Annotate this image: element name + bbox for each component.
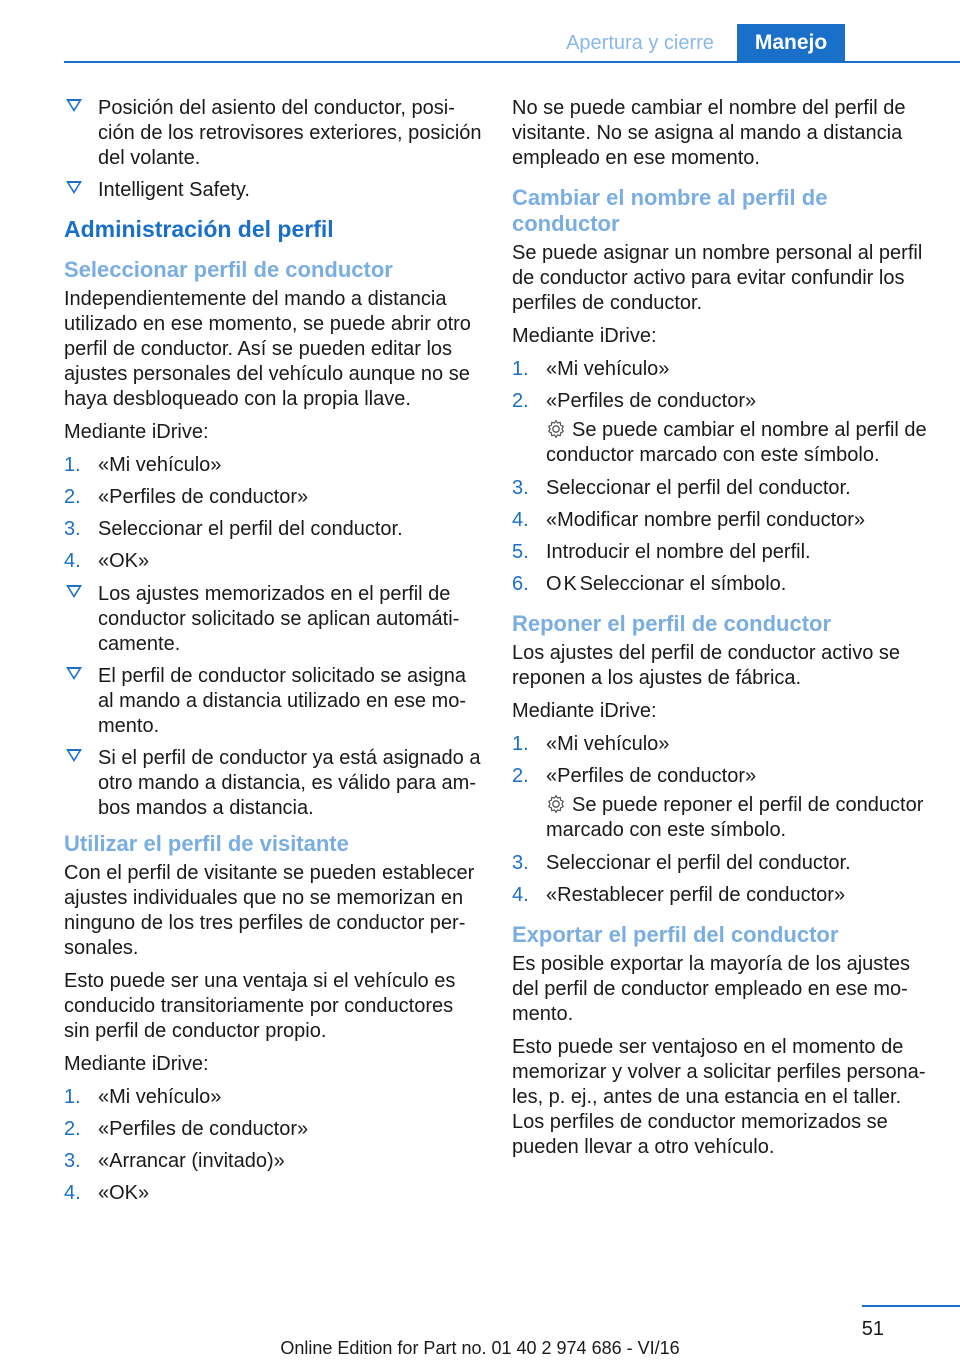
footer-rule [862,1305,960,1307]
list-item: 4. «OK» [64,1182,150,1204]
list-item: 2. «Perfiles de conductor» [512,390,757,412]
right-column [512,96,932,1168]
step-number: 2. [512,765,529,787]
subsection-heading: Exportar el perfil del conductor [512,922,839,947]
step-number: 5. [512,541,529,563]
left-column [64,96,484,1214]
section-heading: Administración del perfil [64,216,334,242]
step-note: Se puede cambiar el nombre al perfil de conductor marcado con este símbolo. [546,419,927,466]
list-item: 4. «Modificar nombre perfil conductor» [512,509,866,531]
step-number: 6. [512,573,529,595]
step-number: 1. [512,733,529,755]
list-item: 3. Seleccionar el perfil del conductor. [64,518,403,540]
list-item: 3. «Arrancar (invitado)» [64,1150,285,1172]
list-item: 1. «Mi vehículo» [512,733,670,755]
paragraph: No se puede cambiar el nombre del perfil de visitante. No se asigna al mando a distancia empleado en ese momento. [512,97,906,169]
header-rule [64,61,960,63]
paragraph: Esto puede ser ventajoso en el momento de memorizar y volver a solicitar perfiles personales, p. ej., antes de una estancia en el taller. Los perfiles de conductor memorizados se pueden llevar a otro vehículo. [512,1036,926,1158]
subsection-heading: Reponer el perfil de conductor [512,611,832,636]
list-item: 4. «Restablecer perfil de conductor» [512,884,846,906]
step-number: 4. [512,509,529,531]
paragraph: Es posible exportar la mayoría de los ajustes del perfil de conductor empleado en ese momento. [512,953,910,1025]
step-number: 4. [64,550,81,572]
edition-note: Online Edition for Part no. 01 40 2 974 686 - VI/16 [280,1338,680,1358]
subsection-heading: Seleccionar perfil de conductor [64,257,393,282]
list-item: 1. «Mi vehículo» [64,1086,222,1108]
list-item: 4. «OK» [64,550,150,572]
paragraph: Mediante iDrive: [64,1053,209,1075]
paragraph: Mediante iDrive: [512,700,657,722]
list-item: 3. Seleccionar el perfil del conductor. [512,852,851,874]
steps-list [512,732,932,908]
subsection-heading: Utilizar el perfil de visitante [64,831,349,856]
triangle-bullet-icon [66,181,82,194]
list-item: Intelligent Safety. [64,178,484,203]
header-chapter-tab: Manejo [737,24,845,62]
paragraph: Independientemente del mando a distancia utilizado en ese momento, se puede abrir otro perfil de conductor. Así se pueden editar los ajustes personales del vehículo aunque no se haya desbloqueado con la propia llave. [64,288,471,410]
step-number: 1. [64,454,81,476]
step-number: 2. [512,390,529,412]
list-item: Si el perfil de conductor ya está asignado a otro mando a distancia, es válido para ambos mandos a distancia. [64,746,484,821]
subsection-heading: Cambiar el nombre al perfil de conductor [512,185,828,236]
paragraph: Con el perfil de visitante se pueden establecer ajustes individuales que no se memorizan en ninguno de los tres perfiles de conductor personales. [64,862,475,959]
gear-icon [546,419,566,439]
step-number: 2. [64,1118,81,1140]
ok-symbol-icon: OK [546,573,579,595]
step-number: 4. [64,1182,81,1204]
steps-list [512,357,932,597]
list-item: 5. Introducir el nombre del perfil. [512,541,811,563]
paragraph: Mediante iDrive: [64,421,209,443]
bullet-list [64,582,484,821]
list-item: 1. «Mi vehículo» [64,454,222,476]
step-number: 3. [512,477,529,499]
list-item: El perfil de conductor solicitado se asigna al mando a distancia utilizado en ese momento. [64,664,484,739]
triangle-bullet-icon [66,667,82,680]
list-item: Posición del asiento del conductor, posición de los retrovisores exteriores, posición del volante. [64,96,484,171]
top-bullet-list [64,96,484,203]
list-item: Los ajustes memorizados en el perfil de conductor solicitado se aplican automáticamente. [64,582,484,657]
step-number: 3. [64,518,81,540]
steps-list [64,453,484,574]
step-number: 1. [64,1086,81,1108]
paragraph: Mediante iDrive: [512,325,657,347]
header-section-tab: Apertura y cierre [566,32,714,54]
step-note: Se puede reponer el perfil de conductor marcado con este símbolo. [546,794,924,841]
step-number: 4. [512,884,529,906]
list-item: 2. «Perfiles de conductor» [64,486,309,508]
step-number: 2. [64,486,81,508]
list-item: 2. «Perfiles de conductor» [512,765,757,787]
list-item: 1. «Mi vehículo» [512,358,670,380]
paragraph: Se puede asignar un nombre personal al perfil de conductor activo para evitar confundir los perfiles de conductor. [512,242,923,314]
paragraph: Esto puede ser una ventaja si el vehículo es conducido transitoriamente por conductores sin perfil de conductor propio. [64,970,456,1042]
paragraph: Los ajustes del perfil de conductor activo se reponen a los ajustes de fábrica. [512,642,900,689]
triangle-bullet-icon [66,99,82,112]
steps-list [64,1085,484,1206]
gear-icon [546,794,566,814]
step-number: 3. [512,852,529,874]
list-item: 3. Seleccionar el perfil del conductor. [512,477,851,499]
list-item: 6. OK Seleccionar el símbolo. [512,573,787,595]
list-item: 2. «Perfiles de conductor» [64,1118,309,1140]
step-number: 3. [64,1150,81,1172]
triangle-bullet-icon [66,585,82,598]
step-number: 1. [512,358,529,380]
triangle-bullet-icon [66,749,82,762]
page-number: 51 [861,1318,884,1340]
